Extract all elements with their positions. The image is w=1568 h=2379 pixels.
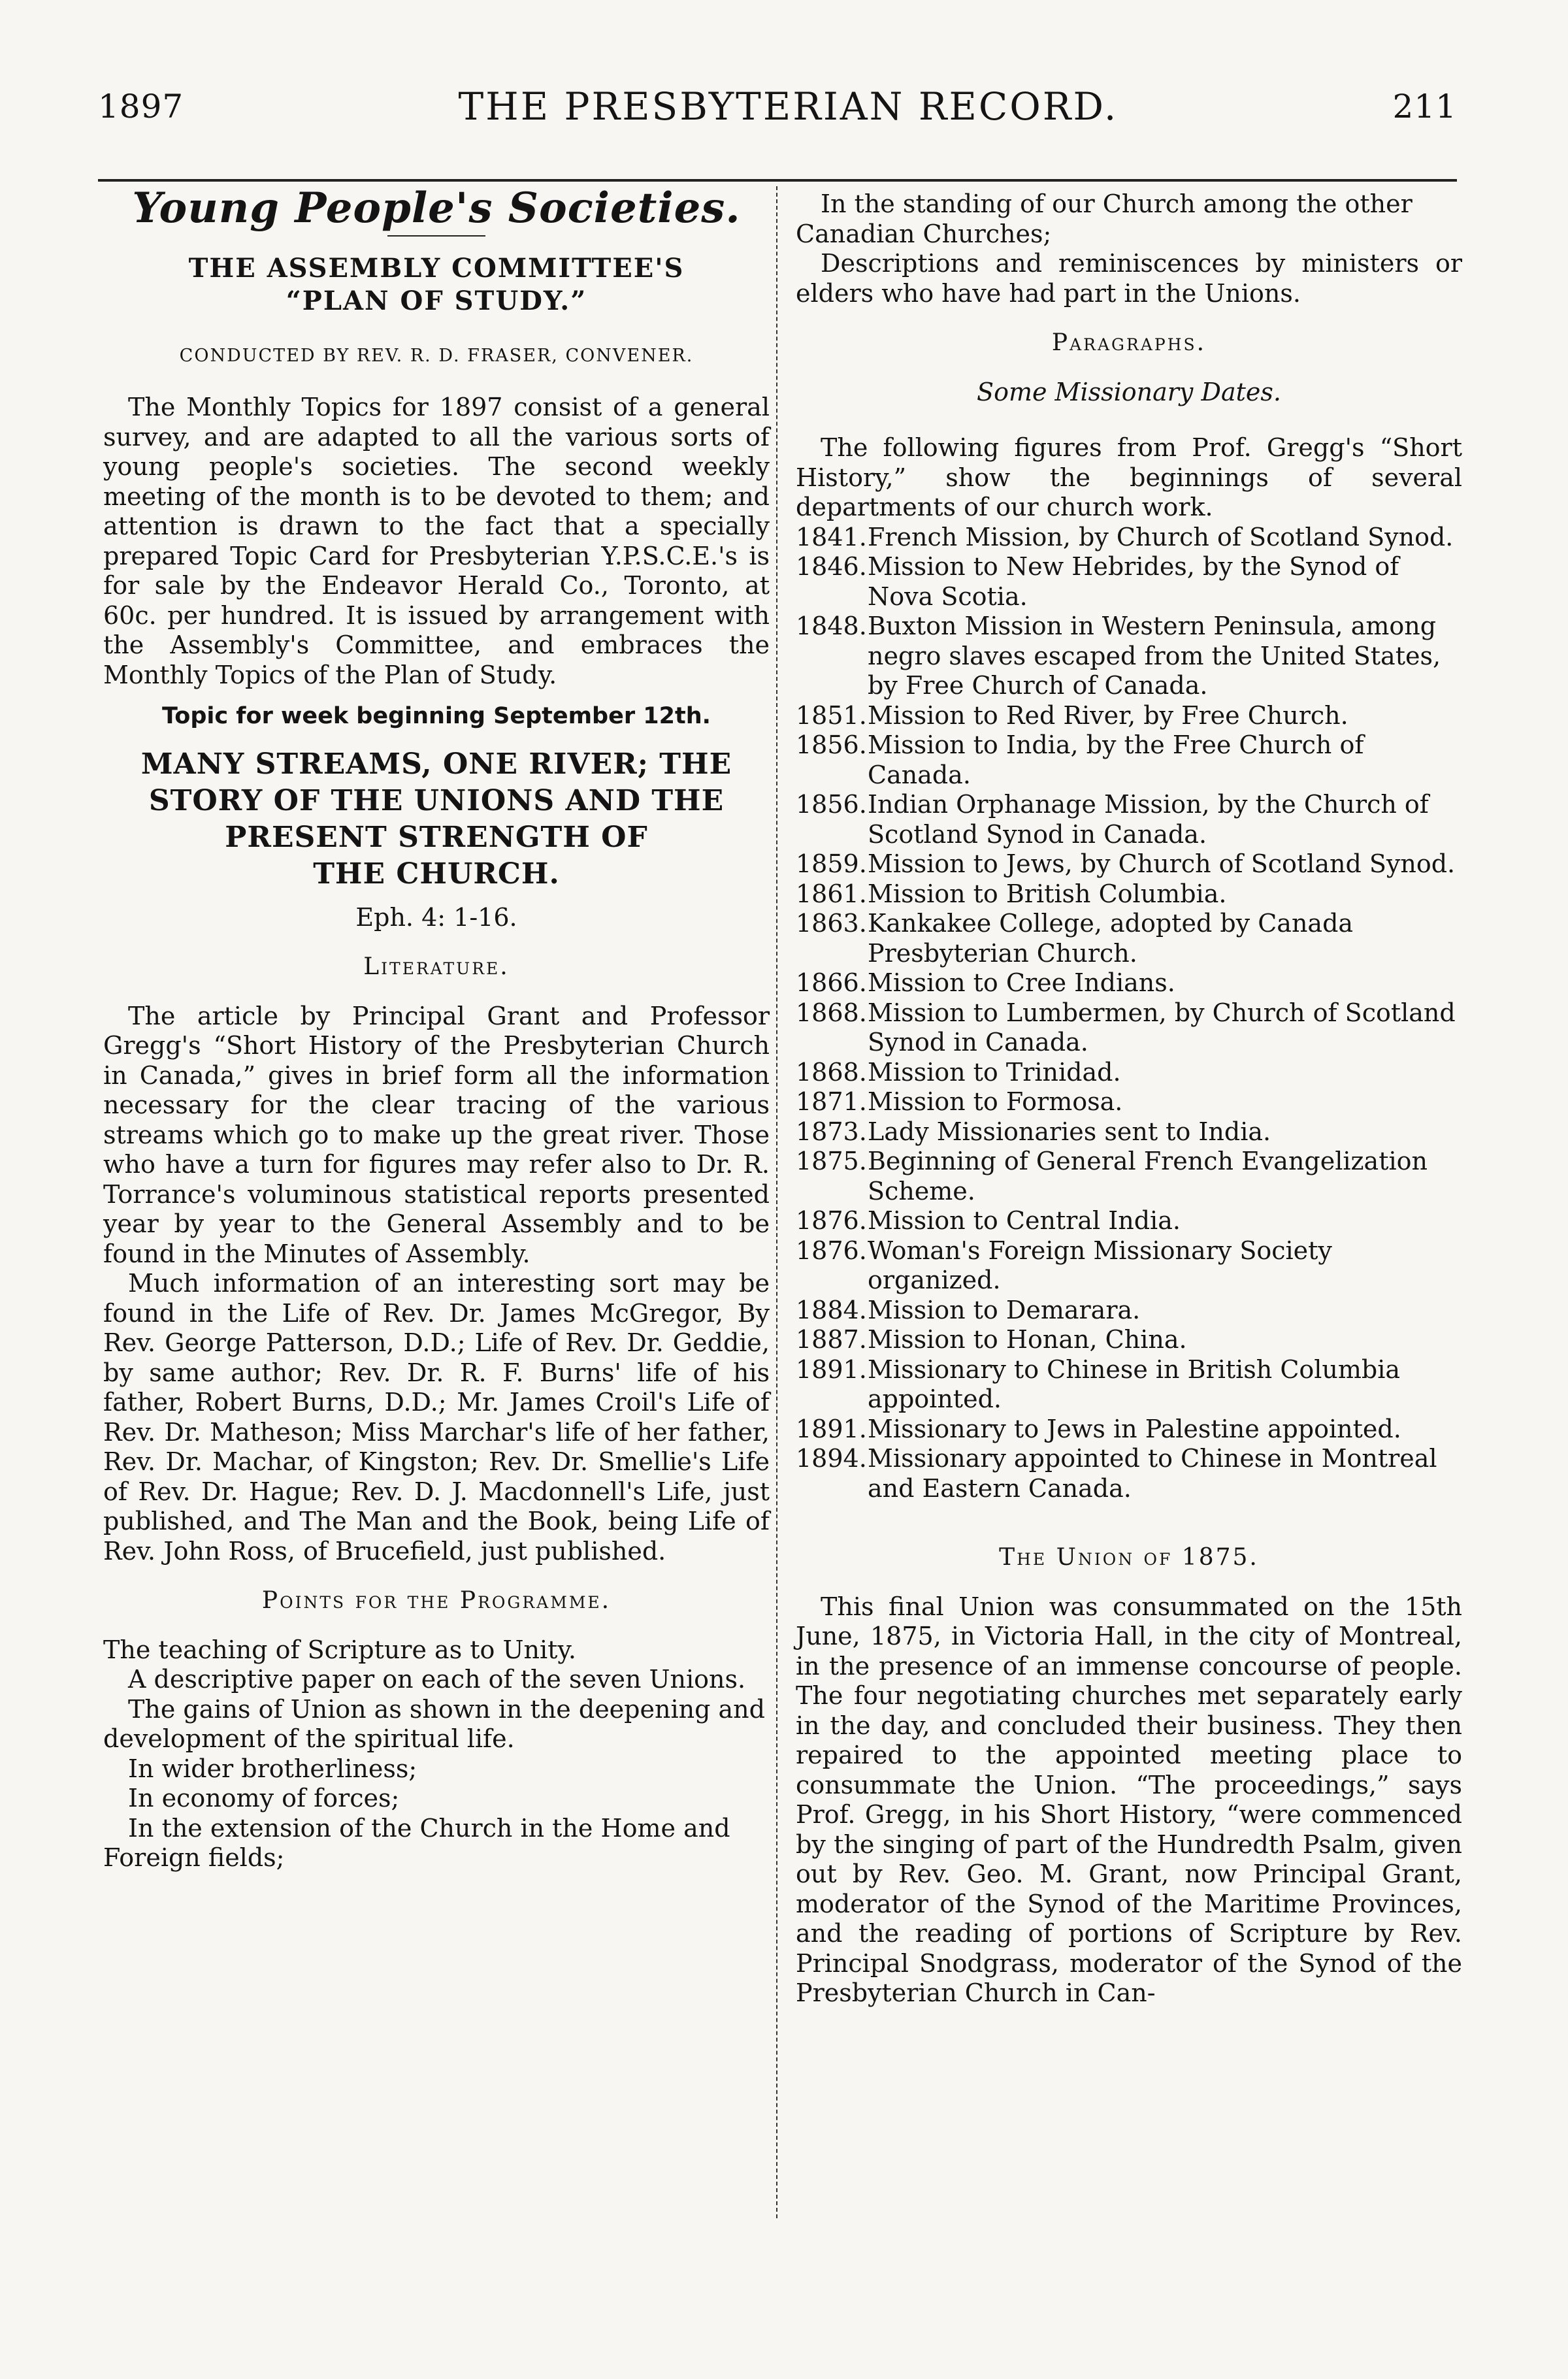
topic-title-line-1: MANY STREAMS, ONE RIVER; THE — [140, 747, 732, 781]
list-item — [796, 1236, 1462, 1296]
missionary-intro: The following figures from Prof. Gregg's “Short History,” show the beginnings of several departments of our church work. — [796, 433, 1462, 521]
date-text: Mission to Cree Indians. — [868, 968, 1175, 997]
point-item: In the extension of the Church in the Home and Foreign fields; — [103, 1813, 730, 1872]
date-year: 1848. — [796, 612, 867, 640]
point-item: In wider brotherliness; — [128, 1754, 417, 1783]
date-year: 1887. — [796, 1325, 867, 1354]
date-text: Mission to New Hebrides, by the Synod of Nova Scotia. — [868, 552, 1399, 611]
date-year: 1891. — [796, 1354, 867, 1384]
date-year: 1871. — [796, 1087, 867, 1116]
title-rule — [387, 235, 485, 237]
committee-heading-line-2: “PLAN OF STUDY.” — [286, 285, 587, 316]
topic-title-line-3: PRESENT STRENGTH OF — [225, 820, 648, 854]
topic-title — [103, 746, 770, 893]
points-heading: Points for the Programme. — [261, 1587, 612, 1614]
topic-week: Topic for week beginning September 12th. — [162, 703, 711, 729]
date-year: 1868. — [796, 998, 867, 1027]
date-year: 1866. — [796, 968, 867, 997]
date-year: 1876. — [796, 1236, 867, 1265]
date-text: Mission to India, by the Free Church of Canada. — [868, 730, 1364, 789]
date-text: Mission to Demarara. — [868, 1295, 1141, 1324]
date-year: 1891. — [796, 1414, 867, 1443]
list-item — [796, 552, 1462, 612]
date-year: 1851. — [796, 700, 867, 730]
list-item — [796, 1058, 1462, 1088]
topic-title-line-2: STORY OF THE UNIONS AND THE — [148, 783, 725, 817]
list-item — [796, 968, 1462, 998]
date-text: Woman's Foreign Missionary Society organized. — [868, 1236, 1332, 1294]
date-text: Mission to Lumbermen, by Church of Scotland Synod in Canada. — [868, 998, 1456, 1057]
right-column — [796, 189, 1462, 2009]
list-item — [796, 1355, 1462, 1415]
committee-heading — [103, 252, 770, 318]
continued-point: Descriptions and reminiscences by ministers or elders who have had part in the Unions. — [796, 249, 1462, 308]
list-item — [796, 790, 1462, 849]
date-year: 1861. — [796, 879, 867, 908]
list-item — [796, 701, 1462, 731]
point-item: The teaching of Scripture as to Unity. — [103, 1635, 576, 1664]
header-title: THE PRESBYTERIAN RECORD. — [458, 84, 1119, 129]
date-text: Mission to Honan, China. — [868, 1325, 1187, 1354]
list-item — [796, 1296, 1462, 1326]
column-divider — [776, 186, 777, 2218]
list-item — [796, 612, 1462, 701]
header-page-number: 211 — [1392, 88, 1457, 125]
list-item — [796, 1117, 1462, 1147]
list-item — [796, 1206, 1462, 1236]
date-text: Missionary to Jews in Palestine appointed. — [868, 1414, 1401, 1443]
date-text: French Mission, by Church of Scotland Synod. — [868, 522, 1454, 551]
date-year: 1859. — [796, 849, 867, 878]
union-heading: The Union of 1875. — [999, 1544, 1259, 1571]
date-year: 1846. — [796, 552, 867, 581]
literature-heading: Literature. — [363, 953, 510, 980]
left-column — [103, 184, 770, 1873]
list-item — [796, 998, 1462, 1058]
list-item — [796, 1147, 1462, 1206]
topic-title-line-4: THE CHURCH. — [313, 857, 560, 891]
intro-paragraph: The Monthly Topics for 1897 consist of a general survey, and are adapted to all the various sorts of young people's societies. The second weekly meeting of the month is to be devoted to them; and attention is drawn to the fact that a specially prepared Topic Card for Presbyterian Y.P.S.C.E.'s is for sale by the Endeavor Herald Co., Toronto, at 60c. per hundred. It is issued by arrangement with the Assembly's Committee, and embraces the Monthly Topics of the Plan of Study. — [103, 393, 770, 689]
list-item — [796, 1444, 1462, 1503]
date-text: Mission to Jews, by Church of Scotland Synod. — [868, 849, 1456, 878]
date-year: 1856. — [796, 730, 867, 759]
date-year: 1868. — [796, 1057, 867, 1087]
date-text: Indian Orphanage Mission, by the Church of Scotland Synod in Canada. — [868, 790, 1429, 849]
date-text: Beginning of General French Evangelization Scheme. — [868, 1147, 1428, 1206]
running-head — [98, 77, 1457, 136]
list-item — [796, 909, 1462, 968]
list-item — [796, 1415, 1462, 1445]
date-text: Kankakee College, adopted by Canada Presbyterian Church. — [868, 909, 1354, 968]
list-item — [796, 849, 1462, 879]
date-year: 1884. — [796, 1295, 867, 1324]
date-year: 1856. — [796, 790, 867, 819]
committee-heading-line-1: THE ASSEMBLY COMMITTEE'S — [188, 252, 685, 284]
date-text: Missionary to Chinese in British Columbia appointed. — [868, 1354, 1401, 1413]
missionary-dates-list — [796, 523, 1462, 1504]
literature-paragraph-1: The article by Principal Grant and Professor Gregg's “Short History of the Presbyterian Church in Canada,” gives in brief form all the information necessary for the clear tracing of the various streams which go to make up the great river. Those who have a turn for figures may refer also to Dr. R. Torrance's voluminous statistical reports presented year by year to the General Assembly and to be found in the Minutes of Assembly. — [103, 1001, 770, 1268]
union-paragraph: This final Union was consummated on the 15th June, 1875, in Victoria Hall, in the city of Montreal, in the presence of an immense concourse of people. The four negotiating churches met separately early in the day, and concluded their business. They then repaired to the appointed meeting place to consummate the Union. “The proceedings,” says Prof. Gregg, in his Short History, “were commenced by the singing of part of the Hundredth Psalm, given out by Rev. Geo. M. Grant, now Principal Grant, moderator of the Synod of the Maritime Provinces, and the reading of portions of Scripture by Rev. Principal Snodgrass, moderator of the Synod of the Presbyterian Church in Can- — [796, 1592, 1462, 2007]
list-item — [796, 1087, 1462, 1117]
date-year: 1873. — [796, 1117, 867, 1146]
literature-paragraph-2: Much information of an interesting sort may be found in the Life of Rev. Dr. James McGregor, By Rev. George Patterson, D.D.; Life of Rev. Dr. Geddie, by same author; Rev. Dr. R. F. Burns' life of his father, Robert Burns, D.D.; Mr. James Croil's Life of Rev. Dr. Matheson; Miss Marchar's life of her father, Rev. Dr. Machar, of Kingston; Rev. Dr. Smellie's Life of Rev. Dr. Hague; Rev. D. J. Macdonnell's Life, just published, and The Man and the Book, being Life of Rev. John Ross, of Brucefield, just published. — [103, 1269, 770, 1566]
date-year: 1841. — [796, 522, 867, 551]
list-item — [796, 730, 1462, 790]
date-text: Mission to Central India. — [868, 1206, 1181, 1235]
scripture-reference: Eph. 4: 1-16. — [355, 902, 517, 932]
continued-point: In the standing of our Church among the other Canadian Churches; — [796, 189, 1413, 248]
point-item: The gains of Union as shown in the deepening and development of the spiritual life. — [103, 1694, 765, 1753]
list-item — [796, 879, 1462, 910]
date-text: Missionary appointed to Chinese in Montreal and Eastern Canada. — [868, 1444, 1437, 1503]
point-item: In economy of forces; — [128, 1784, 400, 1813]
date-year: 1876. — [796, 1206, 867, 1235]
header-rule — [98, 179, 1457, 182]
date-year: 1875. — [796, 1147, 867, 1175]
paragraphs-heading: Paragraphs. — [1051, 329, 1207, 356]
missionary-heading: Some Missionary Dates. — [977, 377, 1281, 406]
header-year: 1897 — [98, 88, 184, 125]
date-text: Lady Missionaries sent to India. — [868, 1117, 1271, 1146]
date-text: Buxton Mission in Western Peninsula, among negro slaves escaped from the United States, by Free Church of Canada. — [868, 612, 1441, 700]
date-year: 1894. — [796, 1444, 867, 1473]
date-text: Mission to Formosa. — [868, 1087, 1123, 1116]
point-item: A descriptive paper on each of the seven Unions. — [128, 1665, 746, 1694]
list-item — [796, 523, 1462, 553]
section-title: Young People's Societies. — [132, 184, 741, 233]
date-year: 1863. — [796, 909, 867, 938]
date-text: Mission to Trinidad. — [868, 1057, 1121, 1087]
list-item — [796, 1325, 1462, 1355]
conducted-by: CONDUCTED BY REV. R. D. FRASER, CONVENER. — [179, 345, 694, 366]
date-text: Mission to Red River, by Free Church. — [868, 700, 1348, 730]
date-text: Mission to British Columbia. — [868, 879, 1227, 908]
